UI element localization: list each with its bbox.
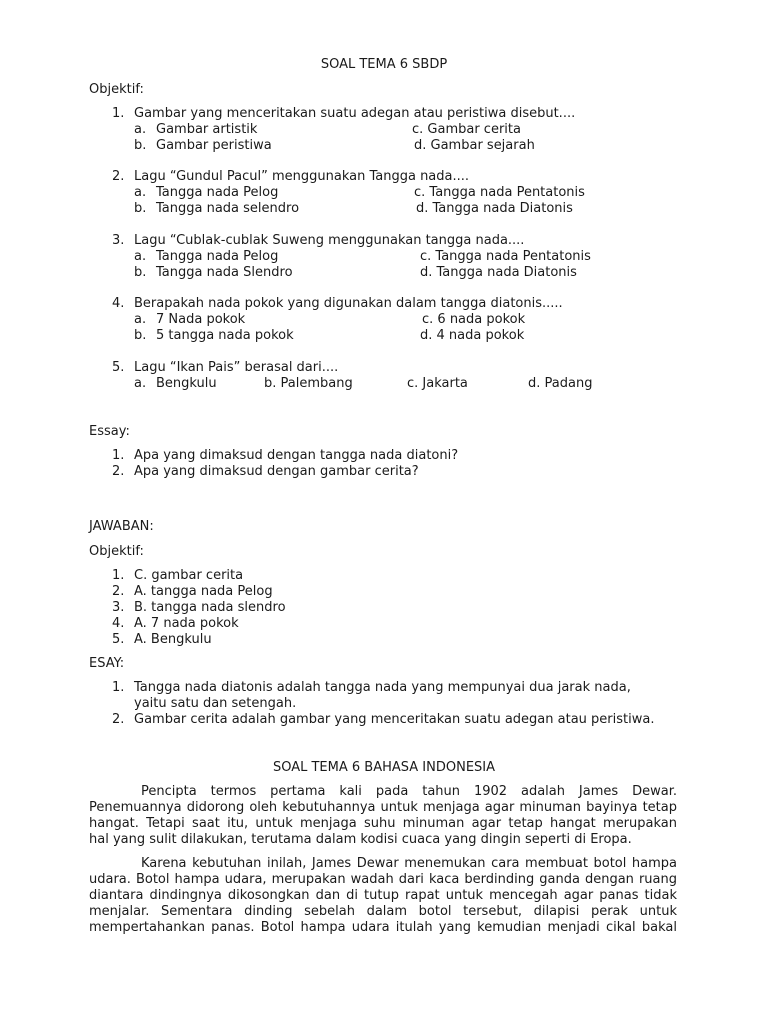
option-text: d. Tangga nada Diatonis xyxy=(420,265,577,280)
essay-question: Apa yang dimaksud dengan tangga nada diatoni? xyxy=(134,448,459,463)
paragraph-line: hangat. Tetapi saat itu, untuk menjaga suhu minuman agar tetap hangat merupakan xyxy=(89,816,677,831)
answer-text: C. gambar cerita xyxy=(134,568,244,583)
objektif-label: Objektif: xyxy=(89,82,144,97)
option-marker: b. xyxy=(134,138,147,153)
question-text: Berapakah nada pokok yang digunakan dalam tangga diatonis..... xyxy=(134,296,563,311)
question-text: Gambar yang menceritakan suatu adegan atau peristiwa disebut.... xyxy=(134,106,576,121)
option-text: d. Padang xyxy=(528,376,593,391)
question-number: 1. xyxy=(112,106,125,121)
question-number: 2. xyxy=(112,169,125,184)
option-marker: b. xyxy=(134,328,147,343)
option-text: c. Tangga nada Pentatonis xyxy=(420,249,591,264)
option-marker: a. xyxy=(134,122,147,137)
question-text: Lagu “Ikan Pais” berasal dari.... xyxy=(134,360,339,375)
essay-answer: Tangga nada diatonis adalah tangga nada yang mempunyai dua jarak nada, xyxy=(134,680,631,695)
essay-answer: Gambar cerita adalah gambar yang menceritakan suatu adegan atau peristiwa. xyxy=(134,712,655,727)
question-number: 5. xyxy=(112,360,125,375)
jawaban-essay-label: ESAY: xyxy=(89,656,125,671)
answer-text: B. tangga nada slendro xyxy=(134,600,286,615)
option-marker: a. xyxy=(134,376,147,391)
paragraph-line: hal yang sulit dilakukan, terutama dalam kodisi cuaca yang dingin seperti di Eropa. xyxy=(89,832,632,847)
bahasa-title: SOAL TEMA 6 BAHASA INDONESIA xyxy=(272,760,496,775)
option-text: Tangga nada Pelog xyxy=(156,185,279,200)
option-text: c. Jakarta xyxy=(407,376,468,391)
option-text: c. 6 nada pokok xyxy=(422,312,526,327)
option-text: Gambar peristiwa xyxy=(156,138,272,153)
option-text: Tangga nada selendro xyxy=(156,201,300,216)
answer-number: 4. xyxy=(112,616,125,631)
jawaban-label: JAWABAN: xyxy=(89,519,154,534)
answer-text: A. tangga nada Pelog xyxy=(134,584,273,599)
option-text: c. Gambar cerita xyxy=(412,122,521,137)
answer-number: 3. xyxy=(112,600,125,615)
essay-label: Essay: xyxy=(89,424,130,439)
paragraph xyxy=(89,856,677,936)
jawaban-objektif-label: Objektif: xyxy=(89,544,144,559)
essay-number: 2. xyxy=(112,464,125,479)
paragraph-line: diantara dindingnya dikosongkan dan di tutup rapat untuk mencegah agar panas tidak xyxy=(89,888,677,903)
essay-question: Apa yang dimaksud dengan gambar cerita? xyxy=(134,464,419,479)
answer-text: A. 7 nada pokok xyxy=(134,616,239,631)
option-text: Gambar artistik xyxy=(156,122,258,137)
option-text: Tangga nada Slendro xyxy=(156,265,293,280)
option-text: Tangga nada Pelog xyxy=(156,249,279,264)
paragraph-line: menjalar. Sementara dinding sebelah dalam botol tersebut, dilapisi perak untuk xyxy=(89,904,677,919)
option-text: d. Gambar sejarah xyxy=(414,138,535,153)
option-text: d. Tangga nada Diatonis xyxy=(416,201,573,216)
option-text: Bengkulu xyxy=(156,376,217,391)
option-marker: a. xyxy=(134,185,147,200)
sbdp-title: SOAL TEMA 6 SBDP xyxy=(320,57,448,72)
essay-number: 1. xyxy=(112,448,125,463)
option-text: c. Tangga nada Pentatonis xyxy=(414,185,585,200)
option-marker: b. xyxy=(134,201,147,216)
option-text: b. Palembang xyxy=(264,376,353,391)
answer-number: 2. xyxy=(112,584,125,599)
answer-text: A. Bengkulu xyxy=(134,632,212,647)
question-text: Lagu “Gundul Pacul” menggunakan Tangga nada.... xyxy=(134,169,470,184)
essay-answer: yaitu satu dan setengah. xyxy=(134,696,297,711)
question-number: 4. xyxy=(112,296,125,311)
paragraph xyxy=(89,784,677,848)
option-marker: b. xyxy=(134,265,147,280)
paragraph-line: mempertahankan panas. Botol hampa udara itulah yang kemudian menjadi cikal bakal xyxy=(89,920,677,935)
paragraph-line: Pencipta termos pertama kali pada tahun 1902 adalah James Dewar. xyxy=(141,784,677,799)
answer-number: 1. xyxy=(112,568,125,583)
question-text: Lagu “Cublak-cublak Suweng menggunakan tangga nada.... xyxy=(134,233,525,248)
paragraph-line: udara. Botol hampa udara, merupakan wadah dari kaca berdinding ganda dengan ruang xyxy=(89,872,677,887)
option-marker: a. xyxy=(134,249,147,264)
paragraph-line: Karena kebutuhan inilah, James Dewar menemukan cara membuat botol hampa xyxy=(141,856,677,871)
paragraph-line: Penemuannya didorong oleh kebutuhannya untuk menjaga agar minuman bayinya tetap xyxy=(89,800,677,815)
answer-number: 2. xyxy=(112,712,125,727)
option-text: 7 Nada pokok xyxy=(156,312,246,327)
option-marker: a. xyxy=(134,312,147,327)
option-text: 5 tangga nada pokok xyxy=(156,328,294,343)
answer-number: 1. xyxy=(112,680,125,695)
question-number: 3. xyxy=(112,233,125,248)
option-text: d. 4 nada pokok xyxy=(420,328,525,343)
answer-number: 5. xyxy=(112,632,125,647)
